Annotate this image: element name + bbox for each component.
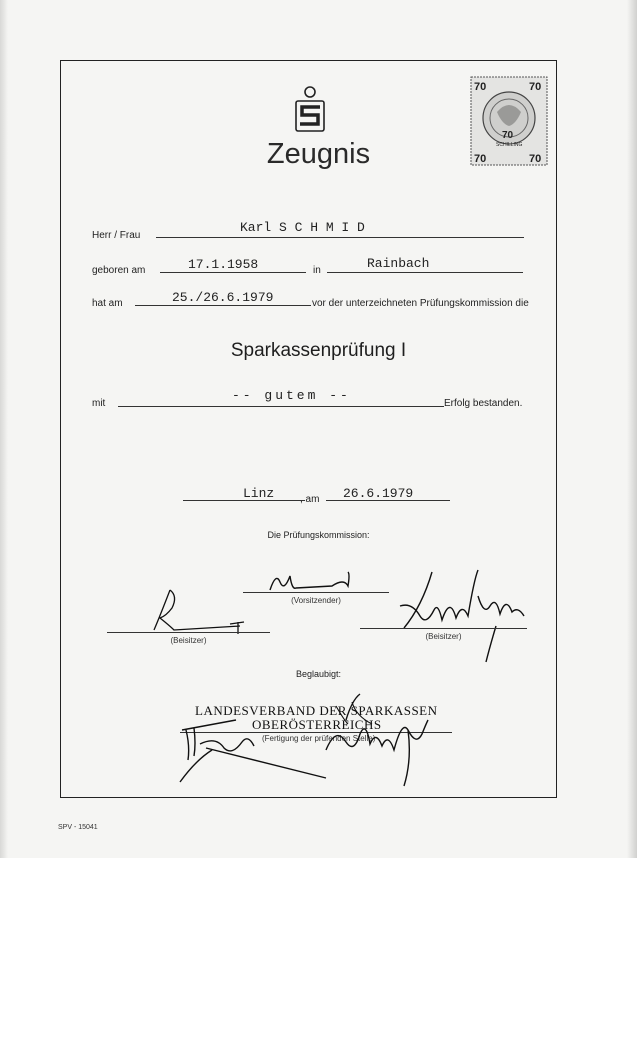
commission-text: vor der unterzeichneten Prüfungskommission die (312, 298, 529, 309)
birth-date: 17.1.1958 (188, 257, 259, 272)
org-signatures-icon (176, 690, 446, 790)
sparkasse-logo-icon (290, 86, 330, 136)
born-label: geboren am (92, 265, 146, 276)
svg-text:70: 70 (474, 153, 487, 165)
am-label: , am (300, 494, 320, 505)
holder-name: Karl S C H M I D (240, 220, 365, 235)
form-number: SPV - 15041 (58, 824, 98, 831)
left-assessor-signature-icon (140, 586, 270, 636)
left-assessor-label: (Beisitzer) (170, 636, 207, 645)
birth-place-line (327, 272, 523, 273)
left-assessor-line (107, 632, 270, 633)
issue-date: 26.6.1979 (343, 486, 414, 501)
exam-date: 25./26.6.1979 (172, 290, 274, 305)
birth-date-line (160, 272, 306, 273)
scan-edge-right (627, 0, 637, 858)
svg-text:70: 70 (502, 130, 514, 141)
scan-edge-left (0, 0, 8, 858)
svg-text:70: 70 (529, 153, 542, 165)
right-assessor-line (360, 628, 527, 629)
org-name-line2: OBERÖSTERREICHS (252, 717, 382, 732)
exam-name: Sparkassenprüfung I (230, 340, 407, 361)
org-signature-label: (Fertigung der prüfenden Stelle) (262, 734, 376, 743)
right-assessor-label: (Beisitzer) (425, 632, 462, 641)
chair-label: (Vorsitzender) (291, 596, 341, 605)
svg-text:70: 70 (474, 81, 487, 93)
svg-text:70: 70 (529, 81, 542, 93)
org-name-line1: LANDESVERBAND DER SPARKASSEN (195, 703, 438, 718)
exam-date-line (135, 305, 311, 306)
grade: -- gutem -- (232, 388, 351, 403)
name-line (156, 237, 524, 238)
svg-text:SCHILLING: SCHILLING (496, 142, 523, 148)
salutation-label: Herr / Frau (92, 230, 141, 241)
chair-signature-icon (262, 568, 362, 598)
in-label: in (313, 265, 321, 276)
commission-label: Die Prüfungskommission: (267, 530, 370, 540)
issue-place: Linz (243, 486, 275, 501)
birth-place: Rainbach (367, 256, 430, 271)
grade-line (118, 406, 444, 407)
with-label: mit (92, 398, 106, 409)
passed-text: Erfolg bestanden. (444, 398, 523, 409)
exam-date-label: hat am (92, 298, 123, 309)
right-assessor-signature-icon (392, 566, 542, 666)
revenue-stamp-icon (470, 76, 548, 166)
certificate-title: Zeugnis (266, 138, 371, 170)
certified-label: Beglaubigt: (295, 669, 342, 679)
